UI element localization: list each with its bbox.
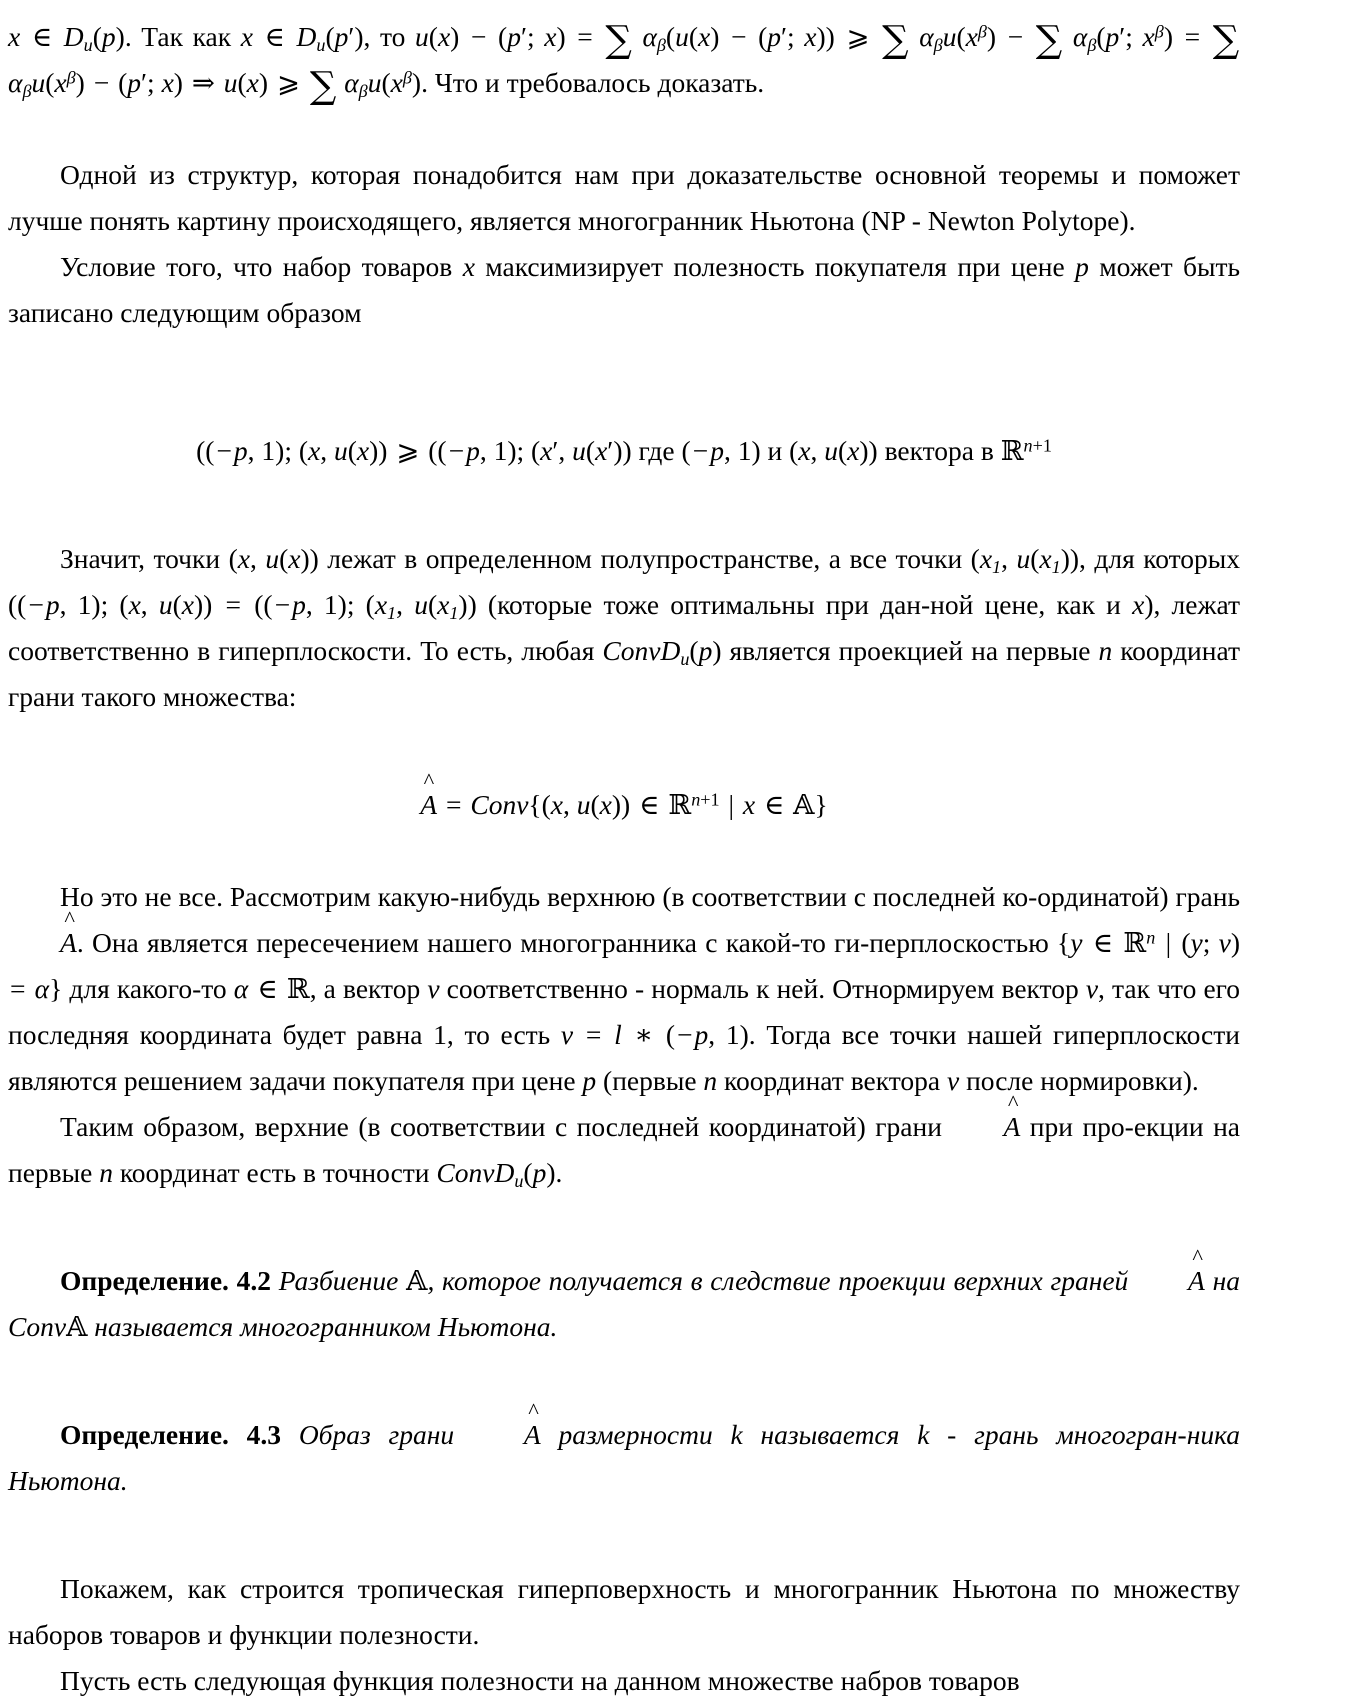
paragraph-optimality-condition: Условие того, что набор товаров x максимизирует полезность покупателя при цене p может быть записано следующим образом — [8, 251, 1241, 328]
definition-4-2 — [8, 1244, 1240, 1350]
paragraph-show-construction: Покажем, как строится тропическая гиперповерхность и многогранник Ньютона по множеству наборов товаров и функции полезности. — [8, 1573, 1240, 1650]
a-hat-symbol-def43: ^ A — [472, 1412, 541, 1458]
definition-4-3-body: Образ грани ^ A размерности k называется k - грань многогран‐ника Ньютона. — [8, 1398, 1241, 1496]
spacer-before-def-42 — [8, 1196, 1240, 1258]
a-hat-symbol-inline-2: ^ A — [951, 1104, 1020, 1150]
spacer-after-proof — [8, 106, 1240, 152]
hat-accent-icon: ^ — [528, 1398, 539, 1424]
spacer-after-def-43 — [8, 1504, 1240, 1566]
spacer-between-defs — [8, 1350, 1240, 1412]
definition-4-3-label: Определение. 4.3 — [60, 1419, 282, 1450]
spacer-before-display-2 — [8, 720, 1240, 782]
paragraph-upper-faces: Но это не все. Рассмотрим какую-нибудь верхнюю (в соответствии с последней ко‐ординатой) грань ^ A. Она является пересечением нашего многогранника с какой-то ги‐перплоскостью {y ∈ ℝ$^n$ | (y; v) = α} для какого-то α ∈ ℝ, а вектор v соответственно - нормаль к ней. Отнормируем вектор v, так что его последняя координата будет равна 1, то есть v = l ∗ (−p, 1). Тогда все точки нашей гиперплоскости являются решением задачи покупателя при цене p (первые n координат вектора v после нормировки). — [8, 881, 1241, 1096]
display-equation-a-hat: ^ A = Conv{(x, u(x)) ∈ ℝ$^{n+1}$ | x ∈ 𝔸} — [8, 782, 1240, 828]
display-equation-halfspace: ((−p, 1); (x, u(x)) ⩾ ((−p, 1); (x′, u(x′)) где (−p, 1) и (x, u(x)) вектора в ℝ$^{n+1}$ — [196, 435, 1052, 467]
page-text-column — [8, 0, 1240, 1704]
spacer-before-display-1b — [8, 398, 1240, 428]
paragraph-newton-polytope-intro: Одной из структур, которая понадобится нам при доказательстве основной теоремы и поможет лучше понять картину происходящего, является многогранник Ньютона (NP - Newton Polytope). — [8, 159, 1240, 236]
paragraph-utility-function-intro: Пусть есть следующая функция полезности на данном множестве набров товаров — [60, 1665, 1020, 1696]
definition-4-2-label: Определение. 4.2 — [60, 1265, 272, 1296]
hat-accent-icon: ^ — [64, 906, 75, 932]
a-hat-symbol-def42: ^ A — [1136, 1258, 1205, 1304]
spacer-after-display-1 — [8, 474, 1240, 536]
a-hat-symbol: ^ A — [420, 768, 438, 820]
paragraph-proof-tail: x ∈ $D_u(p)$. Так как x ∈ $D_u(p')$, то u(x) − (p′; x) = ∑ $\alpha_\beta(u(x) - (p'$; x)) ⩾ ∑ $\alpha_\beta u(x^\beta)$ − ∑ $\alpha_\beta(p'$; $x^\beta$) = ∑ $\alpha_\beta u(x^\beta) - (p'$; x) ⇒ u(x) ⩾ ∑ $\alpha_\beta u(x^\beta)$. Что и требовалось доказать. — [8, 17, 1240, 107]
spacer-before-display-1 — [8, 336, 1240, 398]
a-hat-symbol-inline: ^ A — [8, 920, 77, 966]
hat-accent-icon: ^ — [1192, 1244, 1204, 1270]
spacer-after-display-2 — [8, 828, 1240, 874]
hat-accent-icon: ^ — [423, 768, 435, 794]
qed-text: Что и требовалось доказать. — [434, 67, 765, 98]
paragraph-thus-projection: Таким образом, верхние (в соответствии с последней координатой) грани ^ A при про‐екции на первые n координат есть в точности ConvD$_u$(p). — [8, 1090, 1240, 1192]
paragraph-points-halfspace: Значит, точки (x, u(x)) лежат в определенном полупространстве, а все точки ($x_1$, $u(x_1)$), для которых ((−p, 1); (x, u(x)) = ((−p, 1); ($x_1$, $u(x_1)$) (которые тоже оптимальны при дан‐ной цене, как и x), лежат соответственно в гиперплоскости. То есть, любая ConvD$_u$(p) является проекцией на первые n координат грани такого множества: — [8, 543, 1241, 712]
spacer-top — [8, 0, 1240, 14]
hat-accent-icon: ^ — [1007, 1090, 1019, 1116]
definition-4-3 — [8, 1398, 1241, 1504]
definition-4-2-body: Разбиение 𝔸, которое получается в следствие проекции верхних граней ^ A на Conv𝔸 называется многогранником Ньютона. — [8, 1244, 1240, 1343]
